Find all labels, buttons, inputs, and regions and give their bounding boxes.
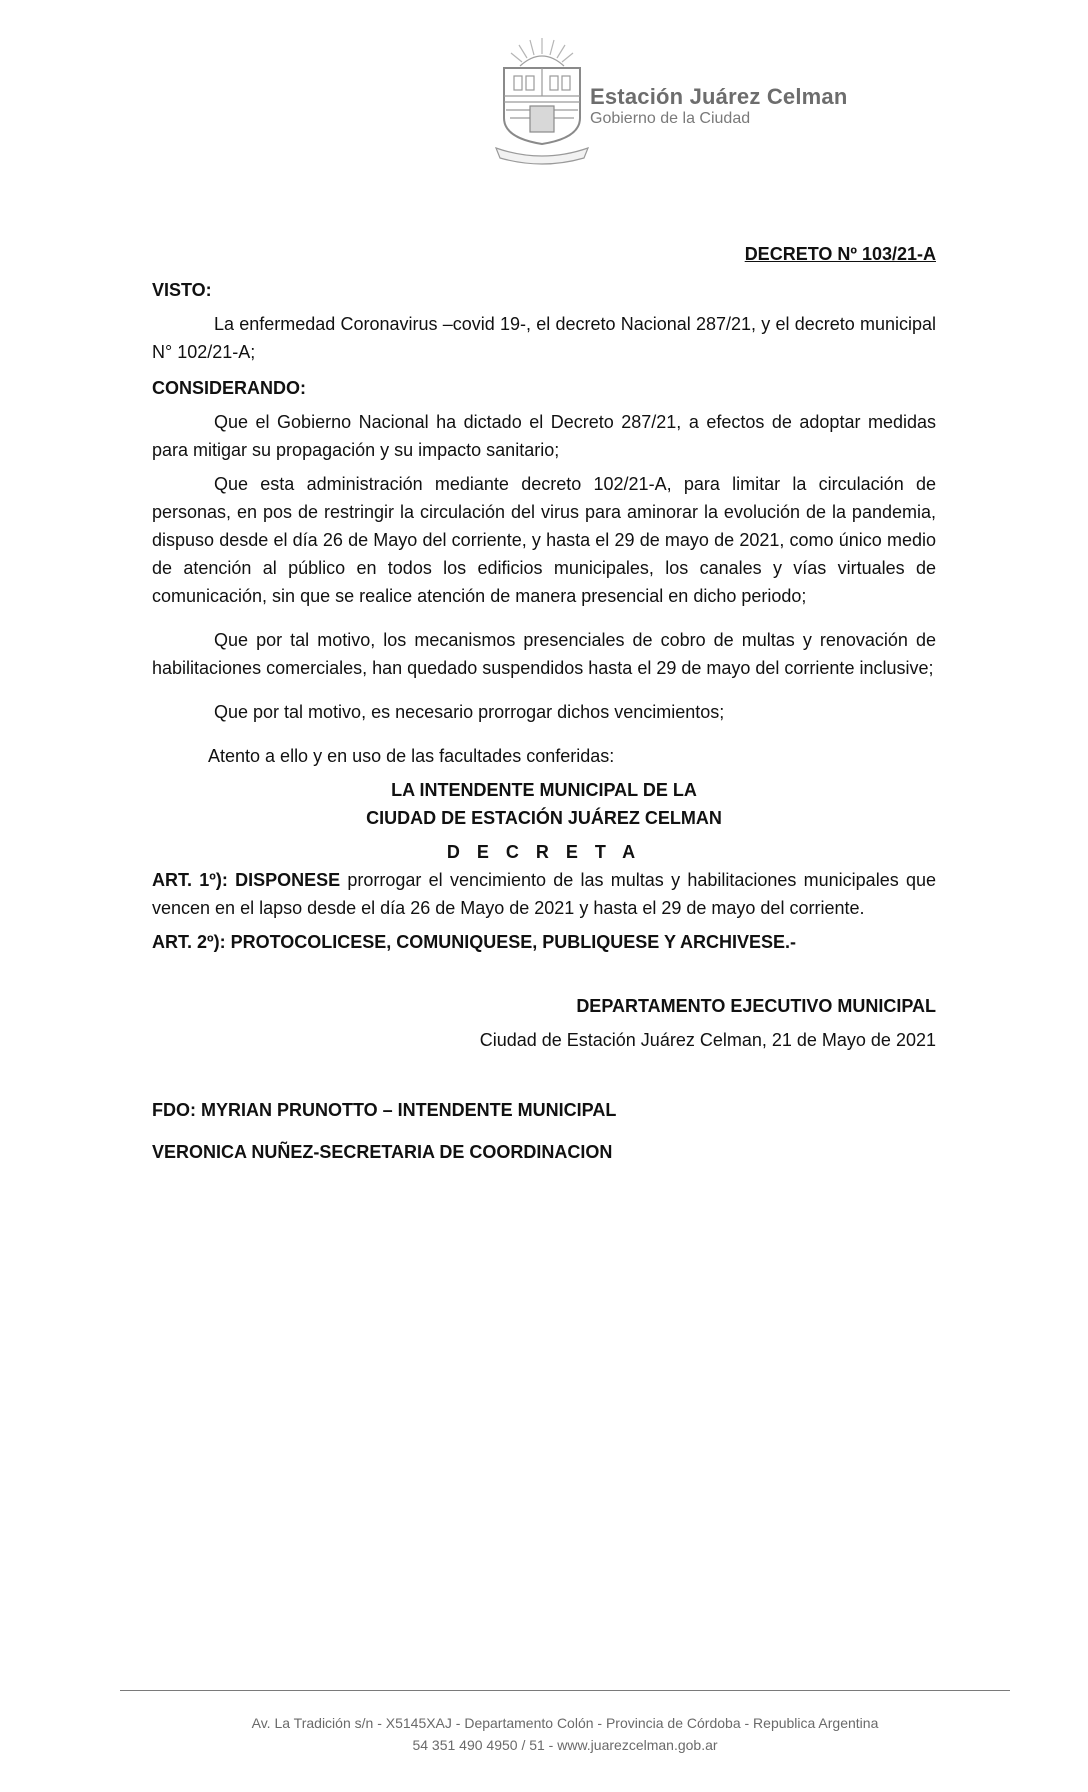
brand-name: Estación Juárez Celman xyxy=(590,84,848,109)
authority-line-1: LA INTENDENTE MUNICIPAL DE LA xyxy=(391,780,697,800)
footer xyxy=(120,1712,1010,1756)
considerando-paragraph: Que por tal motivo, es necesario prorrogar dichos vencimientos; xyxy=(214,702,725,722)
considerando-heading: CONSIDERANDO: xyxy=(152,378,307,398)
decree-document xyxy=(152,240,936,1166)
letterhead xyxy=(490,36,890,166)
place-date: Ciudad de Estación Juárez Celman, 21 de Mayo de 2021 xyxy=(479,1030,936,1050)
considerando-paragraph: Que por tal motivo, los mecanismos presenciales de cobro de multas y renovación de habilitaciones comerciales, han quedado suspendidos hasta el 29 de mayo del corriente inclusive; xyxy=(152,630,936,678)
article-1-text: prorrogar el vencimiento de las multas y habilitaciones municipales que vencen en el lapso desde el día 26 de Mayo de 2021 y hasta el 29 de mayo del corriente. xyxy=(152,870,936,918)
atento-text: Atento a ello y en uso de las facultades conferidas: xyxy=(208,746,615,766)
article-1 xyxy=(152,866,936,922)
city-crest-icon xyxy=(490,36,594,166)
footer-address: Av. La Tradición s/n - X5145XAJ - Departamento Colón - Provincia de Córdoba - Republica Argentina xyxy=(251,1715,879,1731)
footer-divider xyxy=(120,1690,1010,1691)
visto-text: La enfermedad Coronavirus –covid 19-, el decreto Nacional 287/21, y el decreto municipal N° 102/21-A; xyxy=(152,314,936,362)
considerando-paragraph: Que el Gobierno Nacional ha dictado el Decreto 287/21, a efectos de adoptar medidas para mitigar su propagación y su impacto sanitario; xyxy=(152,412,936,460)
decreta-heading: D E C R E T A xyxy=(446,842,642,862)
considerando-paragraph: Que esta administración mediante decreto 102/21-A, para limitar la circulación de personas, en pos de restringir la circulación del virus para aminorar la evolución de la pandemia, dispuso desde el día 26 de Mayo del corriente, y hasta el 29 de mayo de 2021, como único medio de atención al público en todos los edificios municipales, los canales y vías virtuales de comunicación, sin que se realice atención de manera presencial en dicho periodo; xyxy=(152,474,936,606)
brand-subtitle: Gobierno de la Ciudad xyxy=(590,110,751,127)
decree-number: DECRETO Nº 103/21-A xyxy=(744,244,936,264)
article-1-label: ART. 1º): DISPONESE xyxy=(152,870,341,890)
visto-heading: VISTO: xyxy=(152,280,212,300)
signed-by: FDO: MYRIAN PRUNOTTO – INTENDENTE MUNICIPAL xyxy=(152,1100,617,1120)
footer-contact: 54 351 490 4950 / 51 - www.juarezcelman.gob.ar xyxy=(412,1737,718,1753)
secretary-signature: VERONICA NUÑEZ-SECRETARIA DE COORDINACION xyxy=(152,1142,613,1162)
authority-line-2: CIUDAD DE ESTACIÓN JUÁREZ CELMAN xyxy=(366,808,722,828)
article-2: ART. 2º): PROTOCOLICESE, COMUNIQUESE, PUBLIQUESE Y ARCHIVESE.- xyxy=(152,932,797,952)
department-signature: DEPARTAMENTO EJECUTIVO MUNICIPAL xyxy=(576,996,936,1016)
